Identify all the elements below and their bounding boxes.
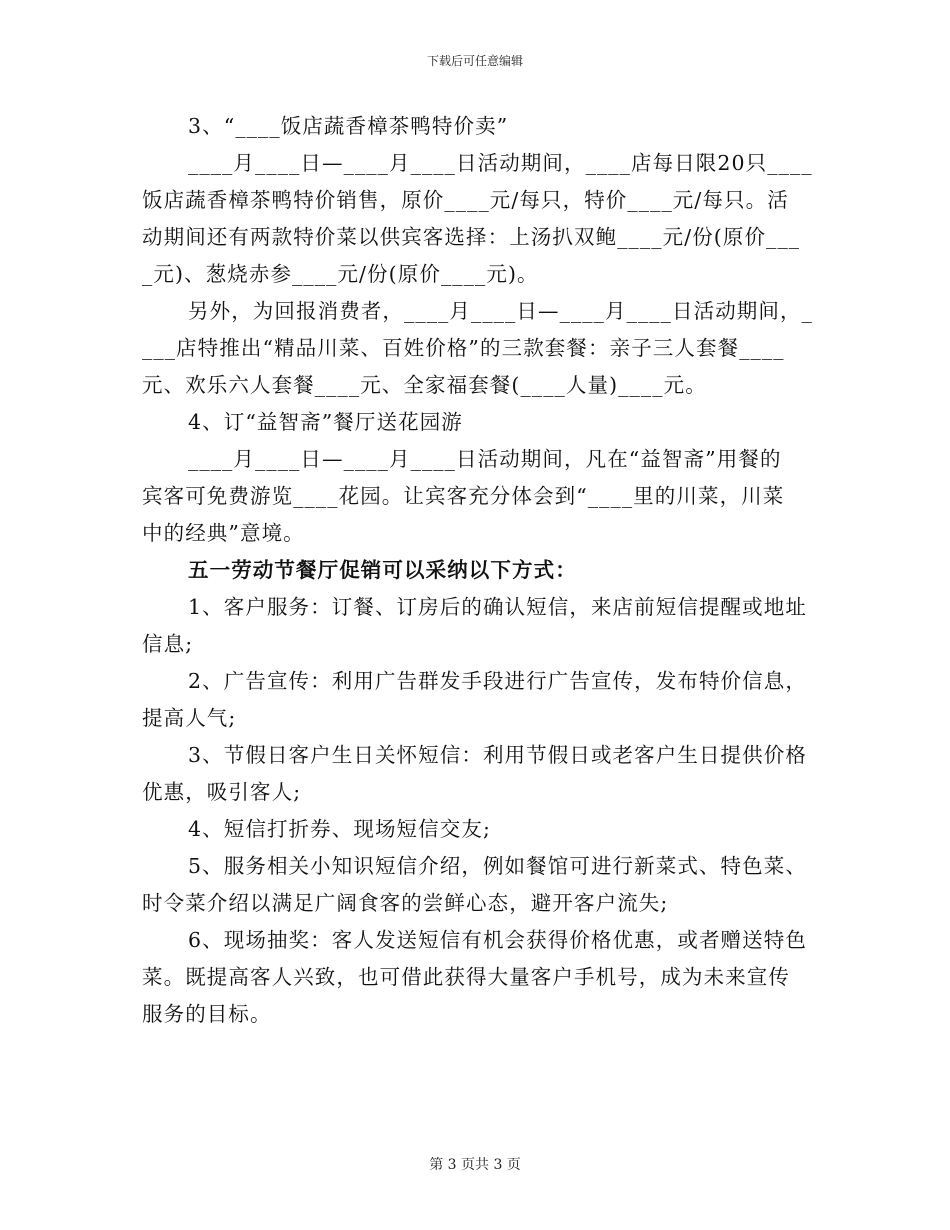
text-line: 提高人气;: [142, 706, 237, 730]
text-line: 菜。既提高客人兴致，也可借此获得大量客户手机号，成为未来宣传: [142, 965, 790, 989]
paragraph: [142, 663, 810, 737]
text-line: 五一劳动节餐厅促销可以采纳以下方式：: [188, 558, 577, 582]
text-line: 优惠，吸引客人;: [142, 780, 302, 804]
paragraph: [142, 922, 810, 1033]
paragraph: [142, 293, 813, 404]
paragraph: [142, 441, 810, 552]
text-line: 5、服务相关小知识短信介绍，例如餐馆可进行新菜式、特色菜、: [188, 854, 807, 878]
text-line: ___店特推出“精品川菜、百姓价格”的三款套餐：亲子三人套餐____: [142, 336, 785, 360]
text-line: 元、欢乐六人套餐____元、全家福套餐(____人量)____元。: [142, 373, 707, 397]
text-line: ____月____日—____月____日活动期间，凡在“益智斋”用餐的: [188, 447, 782, 471]
text-line: 中的经典”意境。: [142, 521, 305, 545]
document-body: [142, 108, 813, 1033]
paragraph: [142, 108, 810, 145]
text-line: 1、客户服务：订餐、订房后的确认短信，来店前短信提醒或地址: [188, 595, 807, 619]
paragraph: [142, 848, 810, 922]
paragraph: [142, 404, 810, 441]
text-line: 时令菜介绍以满足广阔食客的尝鲜心态，避开客户流失;: [142, 891, 669, 915]
text-line: 4、订“益智斋”餐厅送花园游: [188, 410, 463, 434]
text-line: 饭店蔬香樟茶鸭特价销售，原价____元/每只，特价____元/每只。活: [142, 188, 789, 212]
text-line: 宾客可免费游览____花园。让宾客充分体会到“____里的川菜，川菜: [142, 484, 785, 508]
text-line: 信息;: [142, 632, 194, 656]
text-line: 动期间还有两款特价菜以供宾客选择：上汤扒双鲍____元/份(原价___: [142, 225, 801, 249]
paragraph: [142, 589, 810, 663]
text-line: 3、节假日客户生日关怀短信：利用节假日或老客户生日提供价格: [188, 743, 807, 767]
page-header: 下载后可任意编辑: [426, 54, 523, 68]
text-line: 服务的目标。: [142, 1002, 272, 1026]
paragraph: [142, 737, 810, 811]
page-footer: 第 3 页共 3 页: [429, 1157, 521, 1173]
text-line: ____月____日—____月____日活动期间，____店每日限20只____: [188, 151, 813, 175]
text-line: _元)、葱烧赤参____元/份(原价____元)。: [142, 262, 539, 286]
paragraph: [142, 145, 813, 293]
paragraph: [142, 811, 810, 848]
text-line: 4、短信打折券、现场短信交友;: [188, 817, 491, 841]
text-line: 6、现场抽奖：客人发送短信有机会获得价格优惠，或者赠送特色: [188, 928, 807, 952]
text-line: 2、广告宣传：利用广告群发手段进行广告宣传，发布特价信息，: [188, 669, 807, 693]
text-line: 3、“____饭店蔬香樟茶鸭特价卖”: [188, 114, 509, 138]
section-heading: [142, 552, 810, 589]
text-line: 另外，为回报消费者，____月____日—____月____日活动期间，_: [188, 299, 813, 323]
